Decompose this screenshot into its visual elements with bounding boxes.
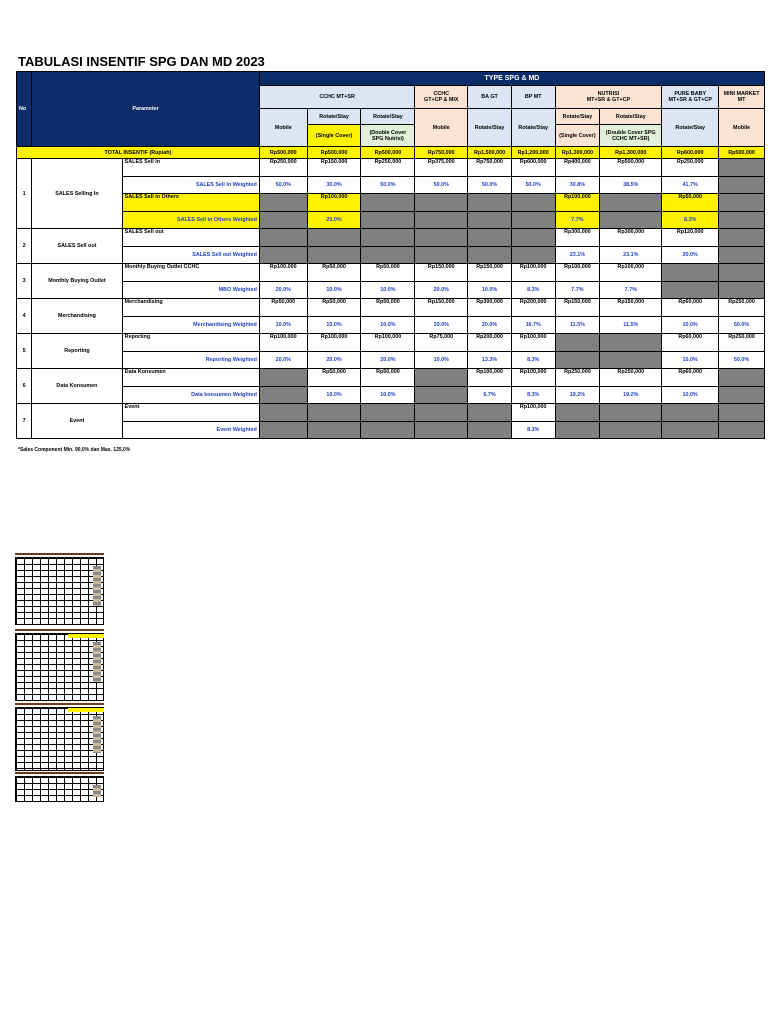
value-cell: Rp250,000 <box>600 369 662 387</box>
value-cell: Rp50,000 <box>361 369 415 387</box>
weight-cell: 10.0% <box>415 352 468 369</box>
weight-label: Data konsumen Weighted <box>122 387 259 404</box>
empty-cell <box>662 282 719 299</box>
empty-cell <box>468 404 512 422</box>
weight-cell: 8.3% <box>511 387 555 404</box>
page-title: TABULASI INSENTIF SPG DAN MD 2023 <box>18 54 265 69</box>
empty-cell <box>259 369 307 387</box>
value-cell: Rp100,000 <box>361 334 415 352</box>
empty-cell <box>468 422 512 439</box>
value-cell: Rp100,000 <box>307 194 361 212</box>
weight-cell: 7.7% <box>555 282 600 299</box>
weight-cell: 50.0% <box>259 177 307 194</box>
value-cell: Rp375,000 <box>415 159 468 177</box>
value-cell: Rp250,000 <box>662 159 719 177</box>
mode-header: Mobile <box>259 109 307 147</box>
row-number: 1 <box>17 159 32 229</box>
value-cell: Rp250,000 <box>719 299 765 317</box>
mode-header: Rotate/Stay <box>361 109 415 125</box>
table-row <box>17 247 765 264</box>
type-header: MINI MARKET MT <box>719 86 765 109</box>
weight-cell: 10.0% <box>662 387 719 404</box>
empty-cell <box>719 264 765 282</box>
table-row <box>17 404 765 422</box>
total-value: Rp600,000 <box>662 147 719 159</box>
type-group-header: TYPE SPG & MD <box>259 72 764 86</box>
empty-cell <box>662 422 719 439</box>
value-cell: Rp750,000 <box>468 159 512 177</box>
empty-cell <box>259 404 307 422</box>
table-row <box>17 264 765 282</box>
table-row <box>17 194 765 212</box>
empty-cell <box>719 404 765 422</box>
weight-cell: 23.1% <box>600 247 662 264</box>
empty-cell <box>307 404 361 422</box>
empty-cell <box>259 247 307 264</box>
value-cell: Rp100,000 <box>259 264 307 282</box>
value-cell: Rp100,000 <box>511 369 555 387</box>
row-number: 3 <box>17 264 32 299</box>
weight-cell: 19.2% <box>600 387 662 404</box>
weight-cell: 7.7% <box>600 282 662 299</box>
footnote: *Sales Component Min. 90,0% dan Max. 125,0% <box>18 447 131 453</box>
parameter-group: SALES Sell out <box>32 229 122 264</box>
empty-cell <box>719 177 765 194</box>
value-cell: Rp200,000 <box>511 299 555 317</box>
type-header: PURE BABY MT+SR & GT+CP <box>662 86 719 109</box>
table-row <box>17 352 765 369</box>
empty-cell <box>415 212 468 229</box>
empty-cell <box>361 404 415 422</box>
empty-cell <box>555 334 600 352</box>
table-row <box>17 387 765 404</box>
value-cell: Rp250,000 <box>719 334 765 352</box>
empty-cell <box>415 229 468 247</box>
value-cell: Rp250,000 <box>259 159 307 177</box>
value-cell: Rp50,000 <box>361 299 415 317</box>
incentive-table <box>16 71 765 439</box>
parameter-header: Parameter <box>32 72 260 147</box>
mode-header: Rotate/Stay <box>307 109 361 125</box>
empty-cell <box>719 422 765 439</box>
weight-cell: 8.3% <box>662 212 719 229</box>
value-cell: Rp300,000 <box>555 229 600 247</box>
empty-cell <box>415 247 468 264</box>
weight-cell: 10.0% <box>307 387 361 404</box>
value-cell: Rp250,000 <box>361 159 415 177</box>
weight-cell: 10.0% <box>307 282 361 299</box>
parameter-group: Reporting <box>32 334 122 369</box>
value-cell: Rp100,000 <box>555 264 600 282</box>
weight-cell: 10.0% <box>662 352 719 369</box>
row-number: 7 <box>17 404 32 439</box>
weight-label: Reporting Weighted <box>122 352 259 369</box>
value-cell: Rp50,000 <box>662 194 719 212</box>
weight-cell: 10.0% <box>361 387 415 404</box>
parameter-label: Reporting <box>122 334 259 352</box>
value-cell: Rp150,000 <box>415 264 468 282</box>
weight-cell: 20.0% <box>468 317 512 334</box>
empty-cell <box>511 229 555 247</box>
empty-cell <box>307 422 361 439</box>
weight-cell: 50.0% <box>719 317 765 334</box>
empty-cell <box>719 212 765 229</box>
empty-cell <box>415 369 468 387</box>
value-cell: Rp100,000 <box>307 334 361 352</box>
empty-cell <box>719 229 765 247</box>
type-header: NUTRISI MT+SR & GT+CP <box>555 86 662 109</box>
empty-cell <box>662 404 719 422</box>
weight-cell: 20.0% <box>415 282 468 299</box>
empty-cell <box>555 404 600 422</box>
type-header: CCHC MT+SR <box>259 86 414 109</box>
total-value: Rp750,000 <box>415 147 468 159</box>
total-value: Rp1,500,000 <box>468 147 512 159</box>
value-cell: Rp100,000 <box>259 334 307 352</box>
parameter-group: Event <box>32 404 122 439</box>
weight-cell: 10.0% <box>662 317 719 334</box>
value-cell: Rp100,000 <box>511 334 555 352</box>
value-cell: Rp500,000 <box>600 159 662 177</box>
empty-cell <box>259 229 307 247</box>
cover-header: (Double Cover SPG Nutrisi) <box>361 125 415 147</box>
weight-cell: 8.3% <box>511 422 555 439</box>
weight-cell: 20.0% <box>361 352 415 369</box>
empty-cell <box>719 247 765 264</box>
empty-cell <box>719 282 765 299</box>
weight-cell: 41.7% <box>662 177 719 194</box>
empty-cell <box>259 194 307 212</box>
weight-cell: 20.0% <box>307 212 361 229</box>
value-cell: Rp60,000 <box>662 334 719 352</box>
value-cell: Rp100,000 <box>511 264 555 282</box>
empty-cell <box>600 212 662 229</box>
weight-cell: 20.0% <box>415 317 468 334</box>
weight-cell: 8.3% <box>511 352 555 369</box>
value-cell: Rp400,000 <box>555 159 600 177</box>
value-cell: Rp600,000 <box>511 159 555 177</box>
weight-label: SALES Sell in Others Weighted <box>122 212 259 229</box>
value-cell: Rp200,000 <box>468 334 512 352</box>
value-cell: Rp150,000 <box>555 299 600 317</box>
weight-cell: 20.0% <box>259 282 307 299</box>
value-cell: Rp150,000 <box>307 159 361 177</box>
mode-header: Rotate/Stay <box>468 109 512 147</box>
weight-cell: 30.8% <box>555 177 600 194</box>
table-row <box>17 317 765 334</box>
table-row <box>17 422 765 439</box>
cover-header: (Double Cover SPG CCHC MT+SR) <box>600 125 662 147</box>
total-value: Rp1,300,000 <box>600 147 662 159</box>
empty-cell <box>361 229 415 247</box>
weight-cell: 50.0% <box>415 177 468 194</box>
empty-cell <box>600 194 662 212</box>
weight-cell: 50.0% <box>511 177 555 194</box>
empty-cell <box>307 229 361 247</box>
table-row <box>17 229 765 247</box>
empty-cell <box>361 194 415 212</box>
weight-cell: 6.7% <box>468 387 512 404</box>
empty-cell <box>719 369 765 387</box>
weight-cell: 11.5% <box>600 317 662 334</box>
weight-cell: 13.3% <box>468 352 512 369</box>
empty-cell <box>600 404 662 422</box>
weight-cell: 20.0% <box>662 247 719 264</box>
value-cell: Rp75,000 <box>415 334 468 352</box>
empty-cell <box>600 352 662 369</box>
total-value: Rp1,300,000 <box>555 147 600 159</box>
weight-label: SALES Sell In Weighted <box>122 177 259 194</box>
empty-cell <box>415 387 468 404</box>
value-cell: Rp50,000 <box>361 264 415 282</box>
total-value: Rp500,000 <box>307 147 361 159</box>
empty-cell <box>511 247 555 264</box>
total-label: TOTAL INSENTIF (Rupiah) <box>17 147 260 159</box>
weight-cell: 19.2% <box>555 387 600 404</box>
table-row <box>17 159 765 177</box>
empty-cell <box>468 194 512 212</box>
row-number: 2 <box>17 229 32 264</box>
empty-cell <box>361 247 415 264</box>
row-number: 6 <box>17 369 32 404</box>
value-cell: Rp300,000 <box>600 229 662 247</box>
empty-cell <box>511 194 555 212</box>
weight-cell: 50.0% <box>719 352 765 369</box>
weight-cell: 23.1% <box>555 247 600 264</box>
empty-cell <box>555 422 600 439</box>
parameter-label: SALES Sell In <box>122 159 259 177</box>
value-cell: Rp60,000 <box>662 369 719 387</box>
row-number: 5 <box>17 334 32 369</box>
value-cell: Rp50,000 <box>307 264 361 282</box>
empty-cell <box>511 212 555 229</box>
cover-header: (Single Cover) <box>555 125 600 147</box>
empty-cell <box>555 352 600 369</box>
table-row <box>17 177 765 194</box>
row-number: 4 <box>17 299 32 334</box>
weight-cell: 7.7% <box>555 212 600 229</box>
value-cell: Rp50,000 <box>307 369 361 387</box>
empty-cell <box>719 159 765 177</box>
total-value: Rp1,200,000 <box>511 147 555 159</box>
value-cell: Rp100,000 <box>511 404 555 422</box>
value-cell: Rp150,000 <box>468 264 512 282</box>
table-row <box>17 334 765 352</box>
weight-cell: 50.0% <box>468 177 512 194</box>
value-cell: Rp50,000 <box>259 299 307 317</box>
mode-header: Rotate/Stay <box>511 109 555 147</box>
sheet-thumbnail <box>15 772 104 802</box>
value-cell: Rp300,000 <box>468 299 512 317</box>
weight-cell: 10.0% <box>361 317 415 334</box>
weight-cell: 38.5% <box>600 177 662 194</box>
weight-cell: 30.0% <box>307 177 361 194</box>
weight-label: SALES Sell out Weighted <box>122 247 259 264</box>
empty-cell <box>307 247 361 264</box>
type-header: BA GT <box>468 86 512 109</box>
value-cell: Rp100,000 <box>468 369 512 387</box>
weight-cell: 50.0% <box>361 177 415 194</box>
parameter-label: SALES Sell in Others <box>122 194 259 212</box>
total-value: Rp500,000 <box>361 147 415 159</box>
empty-cell <box>468 229 512 247</box>
parameter-label: Data Konsumen <box>122 369 259 387</box>
parameter-group: Monthly Buying Outlet <box>32 264 122 299</box>
empty-cell <box>719 387 765 404</box>
value-cell: Rp60,000 <box>662 299 719 317</box>
empty-cell <box>662 264 719 282</box>
no-header: No <box>17 72 32 147</box>
weight-cell: 20.0% <box>307 352 361 369</box>
empty-cell <box>361 212 415 229</box>
type-header: BP MT <box>511 86 555 109</box>
weight-label: MBO Weighted <box>122 282 259 299</box>
mode-header: Rotate/Stay <box>662 109 719 147</box>
value-cell: Rp50,000 <box>307 299 361 317</box>
value-cell: Rp150,000 <box>415 299 468 317</box>
weight-label: Merchandising Weighted <box>122 317 259 334</box>
weight-cell: 10.0% <box>259 317 307 334</box>
sheet-thumbnail <box>15 629 104 701</box>
empty-cell <box>259 387 307 404</box>
table-row <box>17 299 765 317</box>
sheet-thumbnail <box>15 553 104 625</box>
parameter-group: Merchandising <box>32 299 122 334</box>
empty-cell <box>415 422 468 439</box>
table-row <box>17 369 765 387</box>
empty-cell <box>468 212 512 229</box>
parameter-label: SALES Sell out <box>122 229 259 247</box>
value-cell: Rp120,000 <box>662 229 719 247</box>
type-header: CCHC GT+CP & MIX <box>415 86 468 109</box>
mode-header: Mobile <box>415 109 468 147</box>
table-row <box>17 212 765 229</box>
value-cell: Rp100,000 <box>555 194 600 212</box>
parameter-group: SALES Selling In <box>32 159 122 229</box>
weight-cell: 10.0% <box>361 282 415 299</box>
empty-cell <box>468 247 512 264</box>
empty-cell <box>259 422 307 439</box>
empty-cell <box>719 194 765 212</box>
empty-cell <box>415 194 468 212</box>
weight-cell: 16.7% <box>511 317 555 334</box>
weight-cell: 10.0% <box>468 282 512 299</box>
total-value: Rp500,000 <box>259 147 307 159</box>
empty-cell <box>259 212 307 229</box>
weight-cell: 20.0% <box>259 352 307 369</box>
total-value: Rp500,000 <box>719 147 765 159</box>
table-row <box>17 282 765 299</box>
mode-header: Rotate/Stay <box>600 109 662 125</box>
value-cell: Rp250,000 <box>555 369 600 387</box>
weight-cell: 10.0% <box>307 317 361 334</box>
weight-cell: 8.3% <box>511 282 555 299</box>
mode-header: Mobile <box>719 109 765 147</box>
value-cell: Rp100,000 <box>600 264 662 282</box>
sheet-thumbnail <box>15 703 104 771</box>
cover-header: (Single Cover) <box>307 125 361 147</box>
empty-cell <box>361 422 415 439</box>
weight-cell: 11.5% <box>555 317 600 334</box>
parameter-label: Event <box>122 404 259 422</box>
value-cell: Rp150,000 <box>600 299 662 317</box>
empty-cell <box>600 334 662 352</box>
empty-cell <box>415 404 468 422</box>
parameter-label: Merchandising <box>122 299 259 317</box>
parameter-label: Monthly Buying Outlet CCHC <box>122 264 259 282</box>
weight-label: Event Weighted <box>122 422 259 439</box>
mode-header: Rotate/Stay <box>555 109 600 125</box>
parameter-group: Data Konsumen <box>32 369 122 404</box>
empty-cell <box>600 422 662 439</box>
